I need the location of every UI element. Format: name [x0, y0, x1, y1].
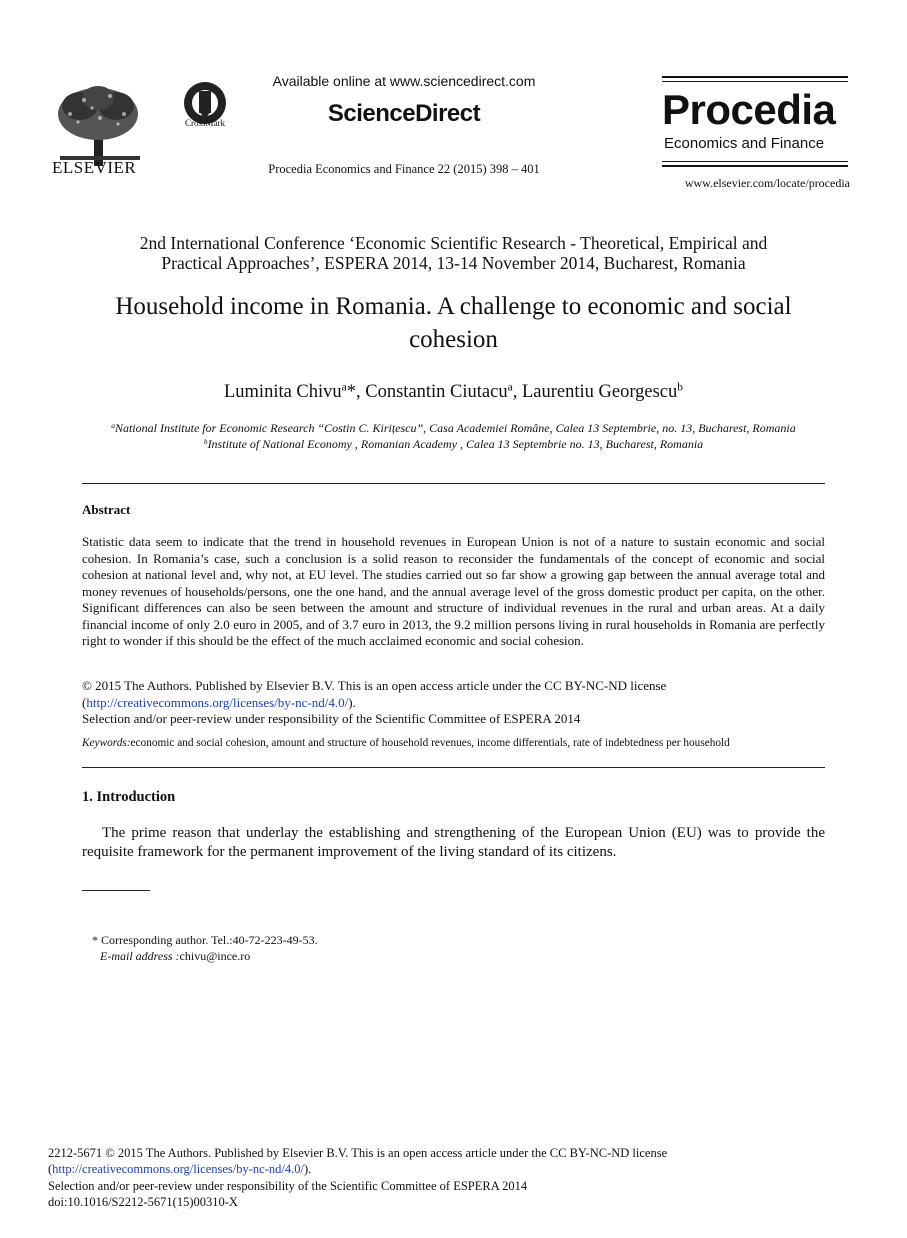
sciencedirect-brand[interactable]: ScienceDirect — [327, 100, 481, 127]
section-divider — [82, 483, 825, 484]
email-note — [100, 949, 250, 964]
title-line: Household income in Romania. A challenge to economic and social — [115, 293, 792, 320]
copyright-text: © 2015 The Authors. Published by Elsevier B.V. This is an open access article under the CC BY-NC-ND license — [82, 678, 667, 693]
paren-open: ( — [48, 1162, 53, 1177]
author-name: Luminita Chivu — [223, 382, 342, 402]
journal-subtitle: Economics and Finance — [664, 135, 825, 152]
footer-peer-review: Selection and/or peer-review under responsibility of the Scientific Committee of ESPERA 2014 — [48, 1178, 528, 1193]
footer-license-link[interactable]: http://creativecommons.org/licenses/by-nc-nd/4.0/ — [52, 1162, 304, 1177]
license-link[interactable]: http://creativecommons.org/licenses/by-nc-nd/4.0/ — [86, 694, 349, 710]
author-affiliation-mark: b — [677, 381, 683, 394]
journal-box-rule — [662, 165, 848, 167]
crossmark-label: CrossMark — [185, 118, 225, 128]
author-name: Laurentiu Georgescu — [521, 382, 678, 402]
affiliation-text: Institute of National Economy , Romanian Academy , Calea 13 Septembrie no. 13, Bucharest, Romania — [207, 437, 704, 451]
abstract-heading: Abstract — [82, 502, 131, 517]
footer-doi[interactable]: doi:10.1016/S2212-5671(15)00310-X — [48, 1194, 238, 1209]
introduction-paragraph: The prime reason that underlay the establishing and strengthening of the European Union (EU) was to provide the requisite framework for the permanent improvement of the living standard of its citizens. — [82, 825, 825, 860]
affiliation-mark: b — [203, 436, 208, 446]
conference-name — [90, 233, 817, 273]
journal-box-rule — [662, 76, 848, 78]
affiliation-b — [40, 437, 867, 452]
author-affiliation-mark: a — [507, 381, 513, 394]
title-line: cohesion — [409, 326, 498, 353]
introduction-heading: 1. Introduction — [82, 789, 176, 805]
keywords — [82, 737, 825, 749]
email-address[interactable]: chivu@ince.ro — [179, 949, 251, 963]
abstract-text: Statistic data seem to indicate that the trend in household revenues in European Union is not of a nature to sustain economic and social cohesion. In Romania’s case, such a conclusion is a solid reason to reconsider the fundamentals of the concept of economic and social cohesion at national level and, why not, at EU level. The studies carried out so far show a growing gap between the annual average total and money revenues of households/persons, one the one hand, and the annual average level of the gross domestic product per capita, on the other. Significant differences can also be seen between the amount and structure of individual revenues in the rural and urban areas. At a daily financial income of only 2.0 euro in 2005, and of 3.7 euro in 2013, the 9.2 million persons living in rural households in Romania are perfectly right to wonder if this should be the effect of the much acclaimed economic and social cohesion. — [82, 534, 825, 648]
journal-url-link[interactable]: www.elsevier.com/locate/procedia — [684, 176, 850, 190]
keywords-text: economic and social cohesion, amount and structure of household revenues, income differentials, rate of indebtedness per household — [130, 737, 730, 749]
author-separator: *, — [346, 382, 366, 402]
peer-review-notice: Selection and/or peer-review under responsibility of the Scientific Committee of ESPERA 2014 — [82, 711, 581, 726]
author-name: Constantin Ciutacu — [365, 382, 508, 402]
available-online-text: Available online at www.sciencedirect.com — [272, 73, 536, 89]
author-affiliation-mark: a — [341, 381, 347, 394]
publisher-logo-text: ELSEVIER — [52, 158, 137, 177]
footer-link-line — [48, 1161, 868, 1177]
journal-name: Procedia — [662, 86, 836, 133]
corresponding-author-note: * Corresponding author. Tel.:40-72-223-49-53. — [92, 933, 318, 947]
footnote-rule — [82, 890, 150, 891]
author-list — [60, 382, 847, 403]
journal-box-rule — [662, 81, 848, 82]
footer-license: 2212-5671 © 2015 The Authors. Published by Elsevier B.V. This is an open access article under the CC BY-NC-ND license — [48, 1146, 668, 1160]
paren-close: ). — [348, 694, 356, 710]
paren-open: ( — [82, 694, 87, 710]
journal-reference: Procedia Economics and Finance 22 (2015) 398 – 401 — [268, 162, 540, 176]
paper-title — [60, 290, 847, 356]
copyright-notice — [82, 678, 825, 711]
paren-close: ). — [303, 1162, 312, 1177]
journal-box-rule — [662, 161, 848, 162]
conference-line: Practical Approaches’, ESPERA 2014, 13-14 November 2014, Bucharest, Romania — [161, 253, 746, 273]
affiliation-text: National Institute for Economic Research “Costin C. Kirițescu”, Casa Academiei Române, Calea 13 Septembrie, no. 13, Bucharest, Romania — [114, 421, 796, 435]
affiliation-mark: a — [111, 420, 115, 430]
conference-line: 2nd International Conference ‘Economic Scientific Research - Theoretical, Empirical and — [139, 233, 768, 253]
author-separator: , — [512, 382, 522, 402]
keywords-label: Keywords: — [82, 737, 131, 749]
email-label: E-mail address : — [100, 949, 180, 963]
section-divider — [82, 767, 825, 768]
affiliation-a — [40, 421, 867, 436]
page-footer — [48, 1145, 868, 1210]
